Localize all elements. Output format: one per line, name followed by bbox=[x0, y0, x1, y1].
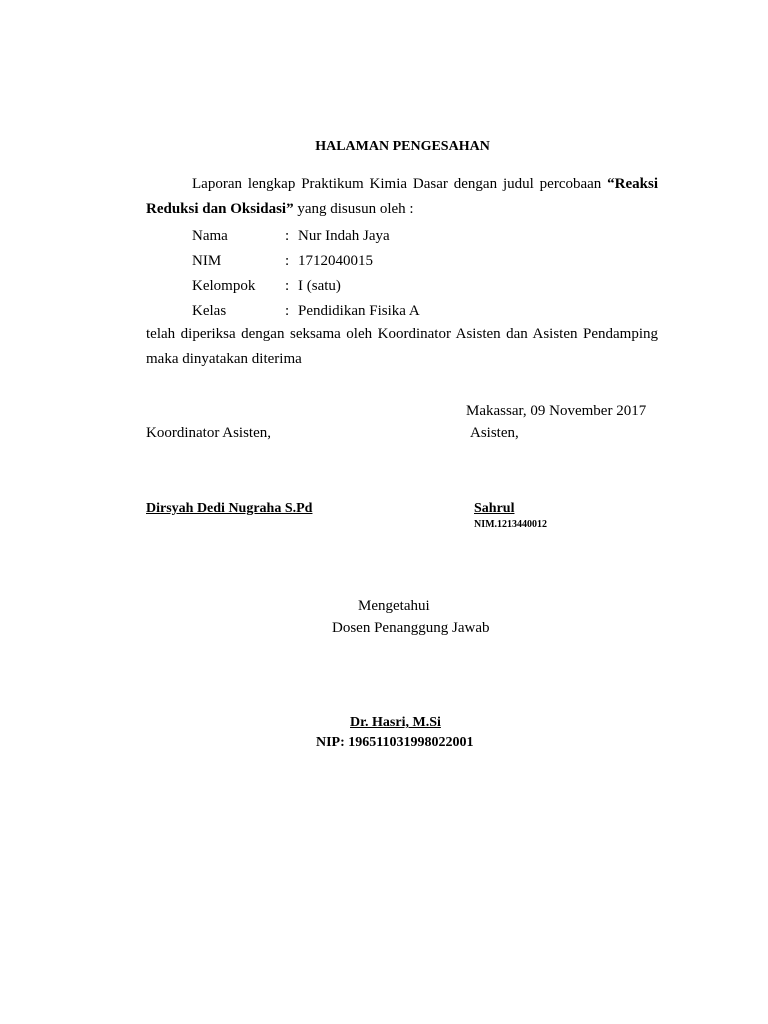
coordinator-name: Dirsyah Dedi Nugraha S.Pd bbox=[146, 501, 313, 516]
field-label-nim: NIM bbox=[192, 253, 222, 269]
place-date: Makassar, 09 November 2017 bbox=[466, 403, 647, 419]
acknowledged-label: Mengetahui bbox=[358, 598, 430, 614]
field-label-kelompok: Kelompok bbox=[192, 278, 256, 294]
lecturer-nip: NIP: 196511031998022001 bbox=[316, 735, 474, 750]
field-label-kelas: Kelas bbox=[192, 303, 227, 319]
field-label-nama: Nama bbox=[192, 228, 228, 244]
field-colon: : bbox=[285, 278, 290, 294]
intro-paragraph bbox=[146, 172, 658, 222]
intro-text: Laporan lengkap Praktikum Kimia Dasar dengan judul percobaan bbox=[192, 176, 608, 192]
field-value-nim: 1712040015 bbox=[298, 253, 373, 269]
experiment-title: “Reaksi Reduksi dan Oksidasi” bbox=[146, 176, 658, 217]
lecturer-label: Dosen Penanggung Jawab bbox=[332, 620, 490, 636]
checked-paragraph: telah diperiksa dengan seksama oleh Koordinator Asisten dan Asisten Pendamping maka dinyatakan diterima bbox=[146, 326, 658, 367]
field-colon: : bbox=[285, 228, 290, 244]
field-value-nama: Nur Indah Jaya bbox=[298, 228, 390, 244]
assistant-name: Sahrul bbox=[474, 501, 515, 516]
intro-text-end: yang disusun oleh : bbox=[293, 201, 414, 217]
field-colon: : bbox=[285, 253, 290, 269]
lecturer-name: Dr. Hasri, M.Si bbox=[350, 715, 441, 730]
assistant-label: Asisten, bbox=[470, 425, 519, 441]
page-title: HALAMAN PENGESAHAN bbox=[315, 139, 490, 154]
assistant-nim: NIM.1213440012 bbox=[474, 519, 548, 530]
field-value-kelas: Pendidikan Fisika A bbox=[298, 303, 420, 319]
field-value-kelompok: I (satu) bbox=[298, 278, 341, 294]
coordinator-label: Koordinator Asisten, bbox=[146, 425, 271, 441]
field-colon: : bbox=[285, 303, 290, 319]
